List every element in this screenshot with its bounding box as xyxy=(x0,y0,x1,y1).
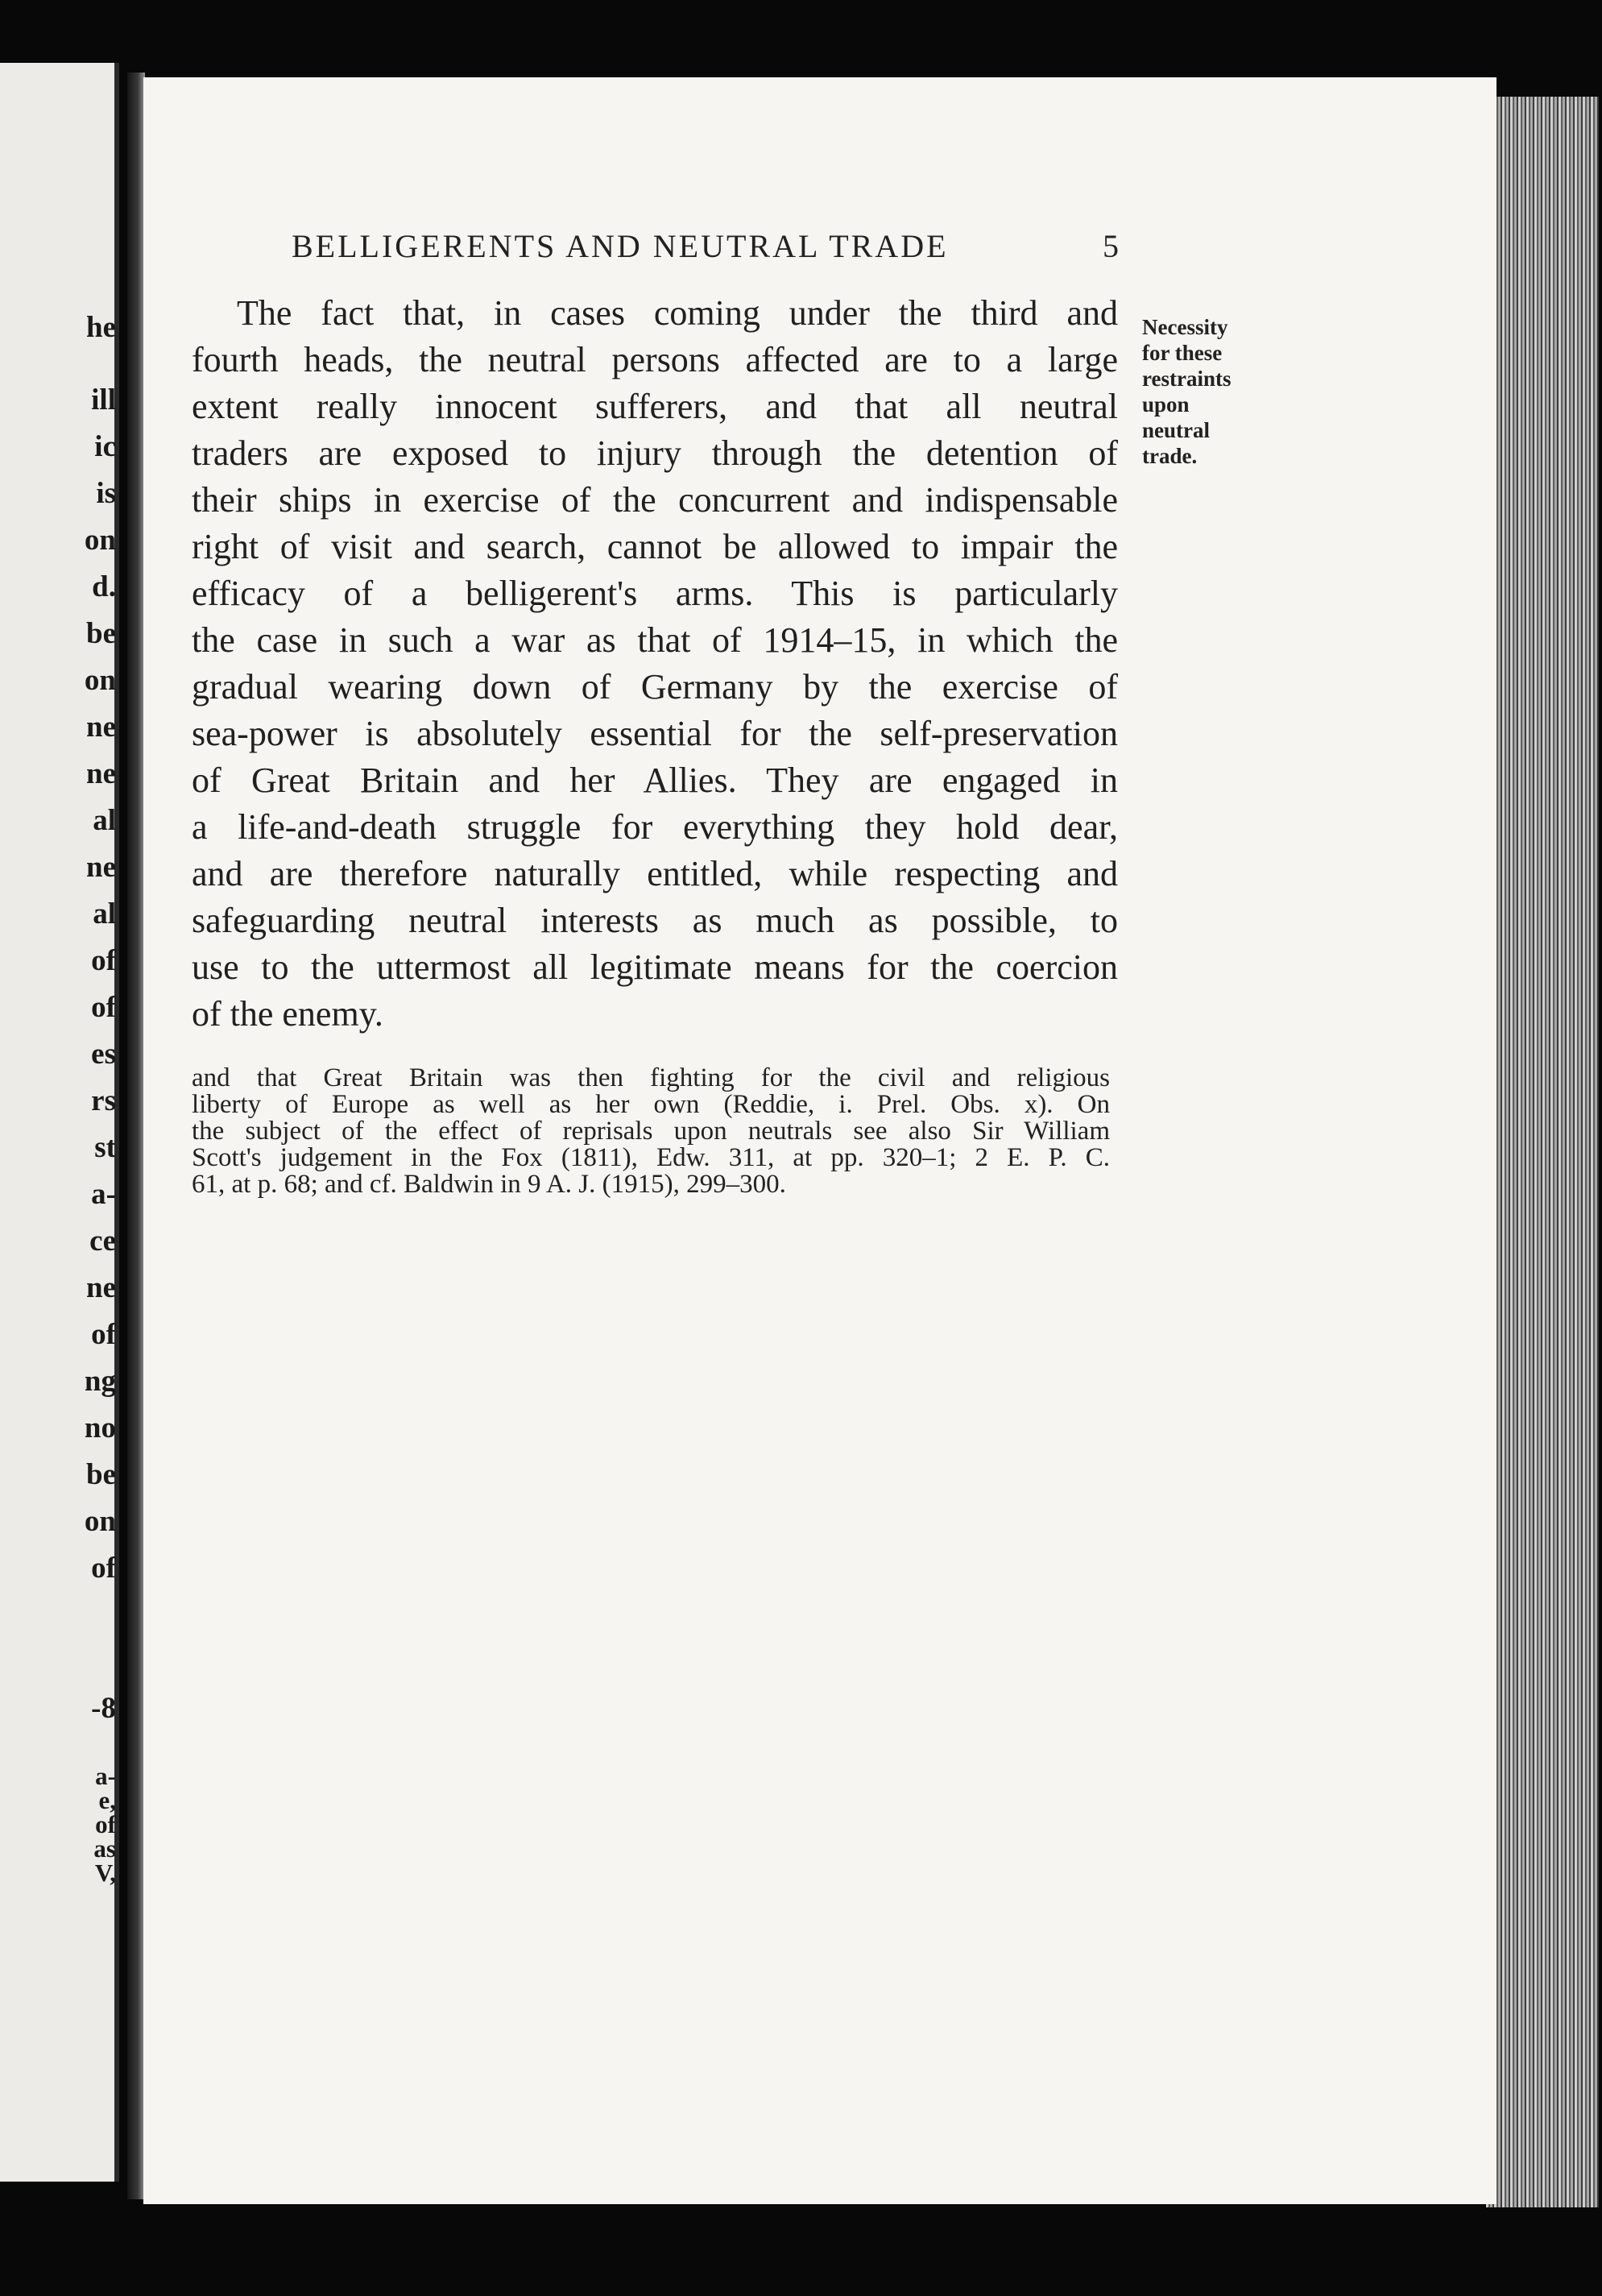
footnote-line: Scott's judgement in the Fox (1811), Edw. 311, at pp. 320–1; 2 E. P. C. xyxy=(192,1143,1110,1172)
footnote-line: the subject of the effect of reprisals upon neutrals see also Sir William xyxy=(192,1117,1110,1146)
body-line: safeguarding neutral interests as much as possible, to xyxy=(192,901,1118,940)
running-head xyxy=(292,227,1121,276)
body-line: The fact that, in cases coming under the third and xyxy=(237,293,1118,333)
body-line: gradual wearing down of Germany by the exercise of xyxy=(192,667,1118,707)
left-fragment: of xyxy=(91,1552,116,1585)
left-fragment: be xyxy=(86,1458,116,1491)
left-page xyxy=(0,63,119,2182)
left-footnote-fragment: V, xyxy=(94,1861,116,1885)
footnote-line: and that Great Britain was then fighting for the civil and religious xyxy=(192,1063,1110,1092)
marginal-note-line: Necessity xyxy=(1142,315,1228,339)
left-footnote-fragment: of xyxy=(95,1813,116,1837)
left-fragment: on xyxy=(84,1505,116,1538)
left-fragment: ne xyxy=(86,711,116,744)
marginal-note-line: trade. xyxy=(1142,444,1198,468)
left-fragment: ng xyxy=(84,1365,116,1398)
body-line: their ships in exercise of the concurrent and indispensable xyxy=(192,480,1118,520)
body-line: use to the uttermost all legitimate means for the coercion xyxy=(192,947,1118,987)
marginal-note-line: for these xyxy=(1142,341,1223,365)
left-fragment: ic xyxy=(94,430,116,463)
marginal-note xyxy=(1142,314,1271,469)
left-fragment: rs xyxy=(91,1084,116,1117)
body-line: sea-power is absolutely essential for the self-preservation xyxy=(192,714,1118,753)
left-fragment: of xyxy=(91,944,116,977)
body-line: efficacy of a belligerent's arms. This is particularly xyxy=(192,574,1118,613)
page-number: 5 xyxy=(1103,228,1121,264)
body-line: traders are exposed to injury through the detention of xyxy=(192,433,1118,473)
body-line: right of visit and search, cannot be allowed to impair the xyxy=(192,527,1118,566)
body-line: a life-and-death struggle for everything they hold dear, xyxy=(192,807,1118,847)
left-fragment: he xyxy=(86,311,116,344)
body-line: fourth heads, the neutral persons affected are to a large xyxy=(192,340,1118,379)
left-fragment: ne xyxy=(86,757,116,790)
left-fragment: on xyxy=(84,664,116,697)
body-line: and are therefore naturally entitled, while respecting and xyxy=(192,854,1118,893)
left-fragment: ne xyxy=(86,1271,116,1304)
marginal-note-line: upon xyxy=(1142,392,1190,417)
left-fragment: al xyxy=(93,897,116,930)
footnote-line: 61, at p. 68; and cf. Baldwin in 9 A. J. (1915), 299–300. xyxy=(192,1170,786,1199)
marginal-note-line: neutral xyxy=(1142,418,1210,442)
running-head-title: BELLIGERENTS AND NEUTRAL TRADE xyxy=(292,228,949,264)
left-page-edge-text xyxy=(0,305,116,1885)
left-fragment: is xyxy=(96,477,116,510)
left-fragment: a- xyxy=(91,1178,116,1211)
footnote xyxy=(192,1065,1110,1198)
left-fragment: al xyxy=(93,804,116,837)
body-line: of the enemy. xyxy=(192,994,383,1034)
page-block-edge xyxy=(1486,97,1599,2207)
book-gutter xyxy=(127,73,145,2199)
footnote-line: liberty of Europe as well as her own (Reddie, i. Prel. Obs. x). On xyxy=(192,1090,1110,1119)
left-fragment: ill xyxy=(91,383,116,417)
left-footnote-fragment: as xyxy=(93,1837,116,1861)
left-fragment: no xyxy=(84,1411,116,1444)
left-fragment: ne xyxy=(86,851,116,884)
marginal-note-line: restraints xyxy=(1142,367,1232,391)
left-footnote-fragment: -8 xyxy=(91,1692,116,1725)
body-line: the case in such a war as that of 1914–15, in which the xyxy=(192,620,1118,660)
body-line: extent really innocent sufferers, and that all neutral xyxy=(192,387,1118,426)
left-fragment: of xyxy=(91,1318,116,1351)
left-footnote-fragment: a- xyxy=(95,1764,116,1788)
body-line: of Great Britain and her Allies. They are engaged in xyxy=(192,760,1118,800)
left-fragment: st xyxy=(94,1131,116,1164)
left-fragment: be xyxy=(86,617,116,650)
left-fragment: d. xyxy=(92,570,116,603)
left-footnote-fragment: e, xyxy=(98,1788,116,1813)
left-fragment: on xyxy=(84,524,116,557)
left-fragment: es xyxy=(91,1038,116,1071)
left-fragment: ce xyxy=(89,1225,116,1258)
left-fragment: of xyxy=(91,991,116,1024)
body-paragraph xyxy=(192,290,1118,1038)
